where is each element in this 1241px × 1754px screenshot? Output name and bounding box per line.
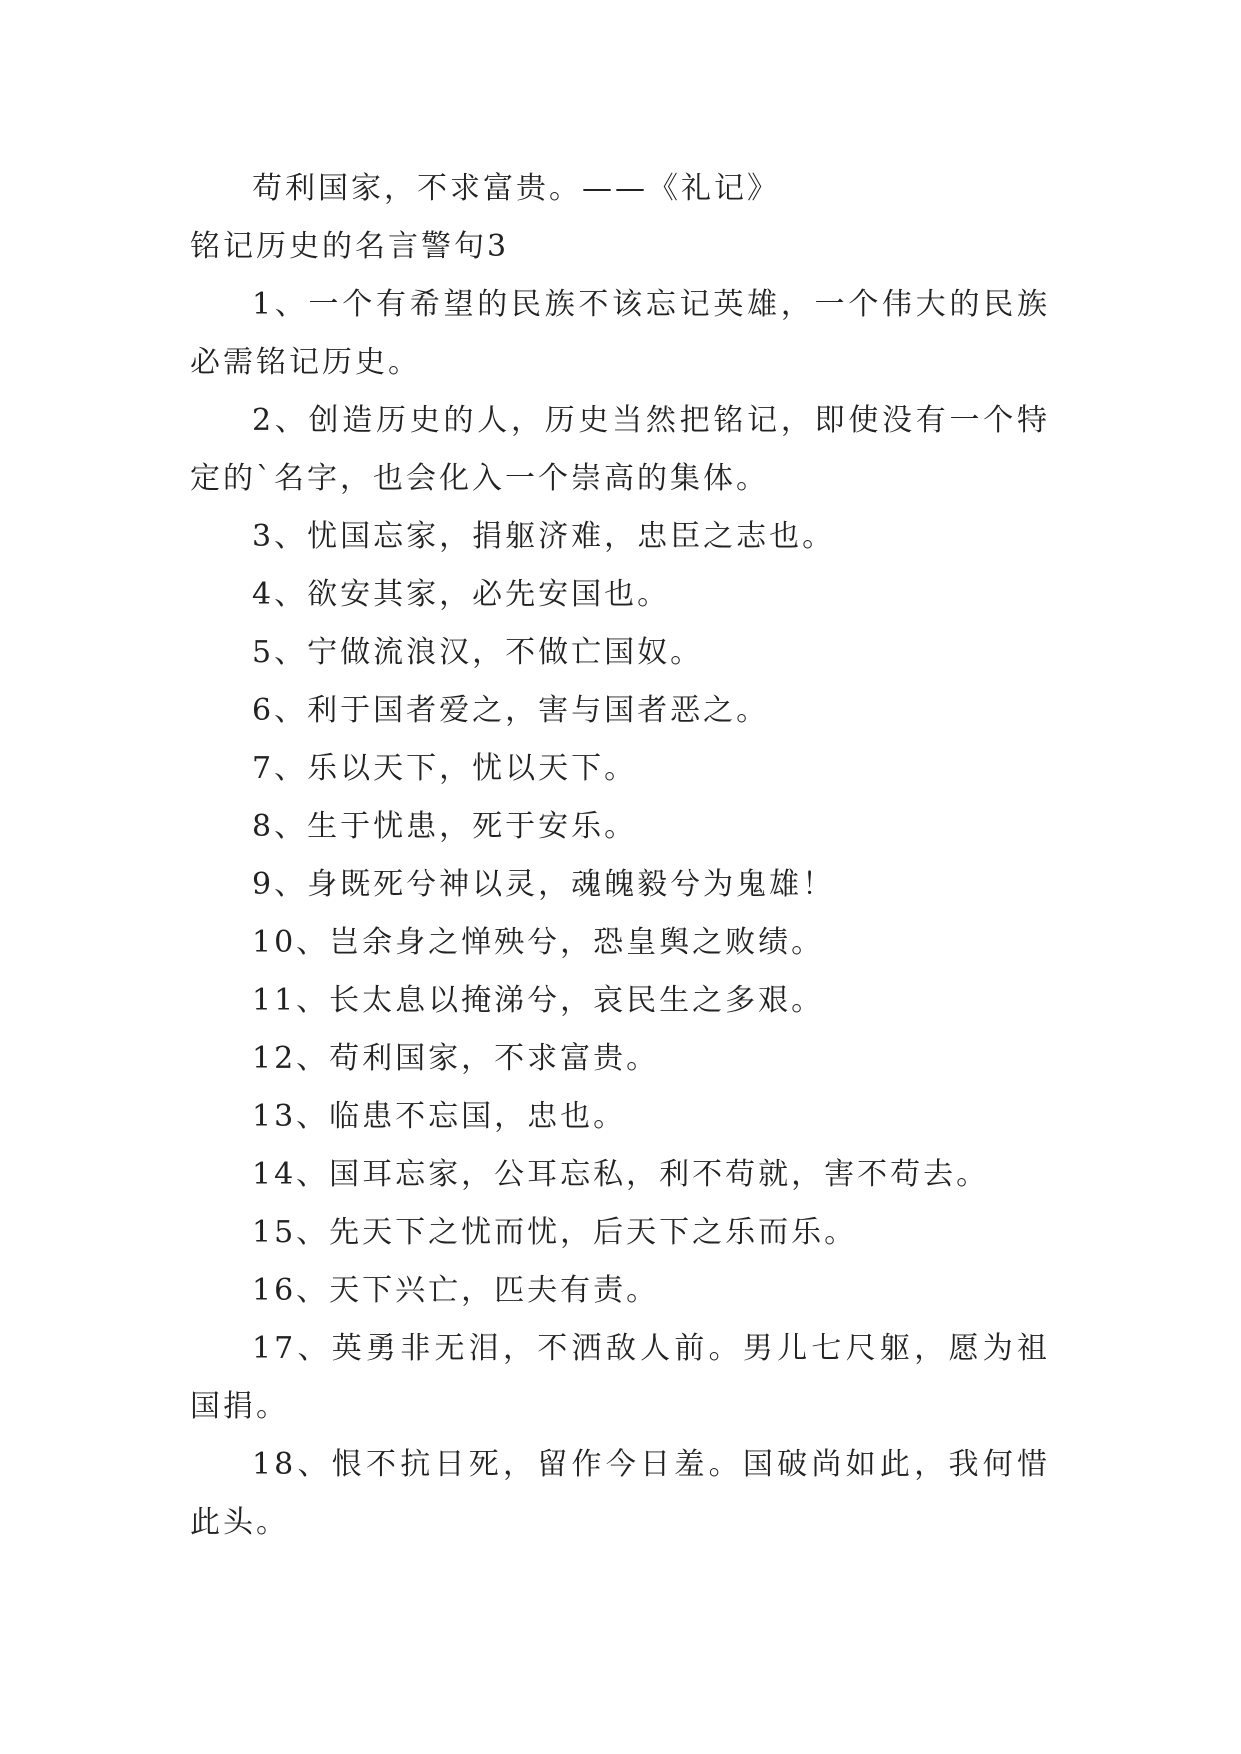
list-item: 4、欲安其家，必先安国也。 [252, 577, 671, 612]
list-item: 11、长太息以掩涕兮，哀民生之多艰。 [252, 983, 825, 1018]
list-item: 1、一个有希望的民族不该忘记英雄，一个伟大的民族必需铭记历史。 [190, 287, 1050, 380]
list-item: 9、身既死兮神以灵，魂魄毅兮为鬼雄！ [252, 867, 836, 902]
list-item: 3、忧国忘家，捐躯济难，忠臣之志也。 [252, 519, 836, 554]
list-item: 18、恨不抗日死，留作今日羞。国破尚如此，我何惜此头。 [190, 1447, 1050, 1540]
document-body [190, 160, 1050, 1552]
list-item: 12、苟利国家，不求富贵。 [252, 1041, 660, 1076]
list-item: 2、创造历史的人，历史当然把铭记，即使没有一个特定的`名字，也会化入一个崇高的集体。 [190, 403, 1050, 496]
list-item: 10、岂余身之惮殃兮，恐皇舆之败绩。 [252, 925, 825, 960]
list-item: 5、宁做流浪汉，不做亡国奴。 [252, 635, 704, 670]
list-item: 8、生于忧患，死于安乐。 [252, 809, 638, 844]
list-item: 7、乐以天下，忧以天下。 [252, 751, 638, 786]
list-item: 17、英勇非无泪，不洒敌人前。男儿七尺躯，愿为祖国捐。 [190, 1331, 1050, 1424]
list-item: 6、利于国者爱之，害与国者恶之。 [252, 693, 770, 728]
intro-quote: 苟利国家，不求富贵。——《礼记》 [252, 171, 780, 206]
list-item: 14、国耳忘家，公耳忘私，利不苟就，害不苟去。 [252, 1157, 990, 1192]
section-title: 铭记历史的名言警句3 [190, 229, 510, 264]
list-item: 15、先天下之忧而忧，后天下之乐而乐。 [252, 1215, 858, 1250]
list-item: 16、天下兴亡，匹夫有责。 [252, 1273, 660, 1308]
list-item: 13、临患不忘国，忠也。 [252, 1099, 627, 1134]
